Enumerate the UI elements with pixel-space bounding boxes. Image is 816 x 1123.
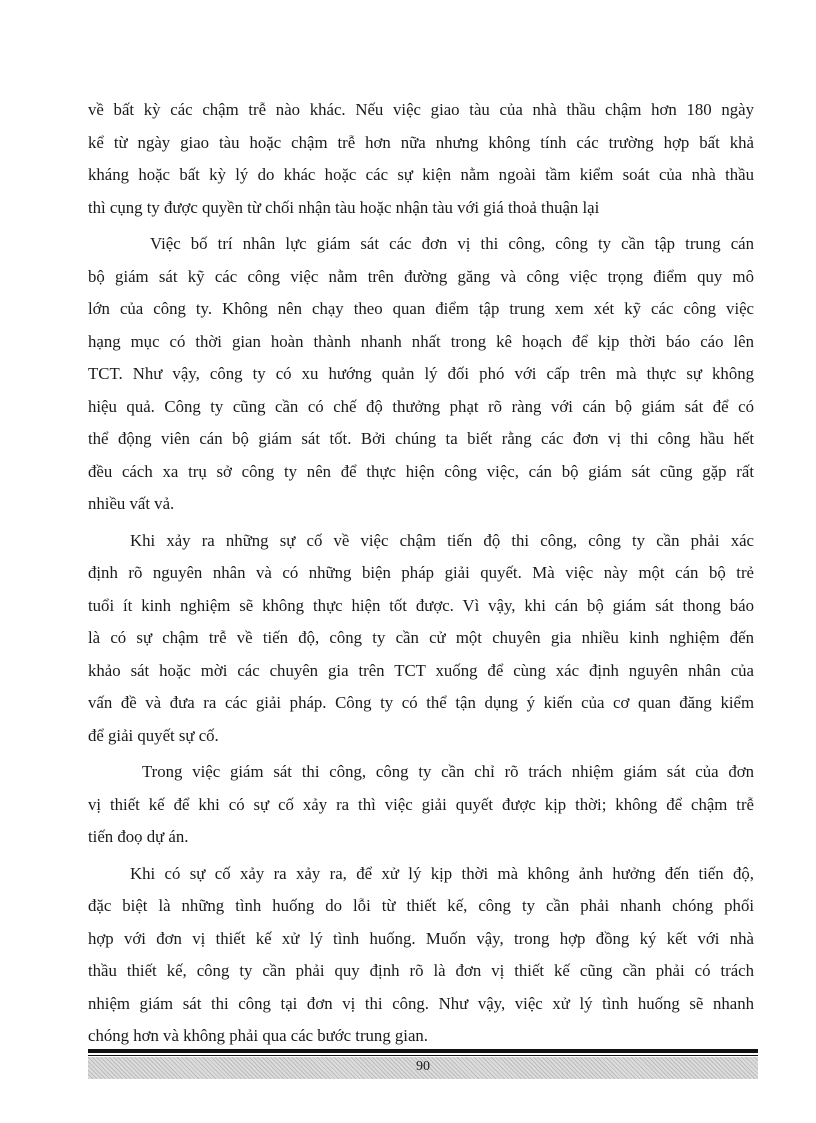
text-line: thầu thiết kế, công ty cần phải quy định rõ là đơn vị thiết kế cũng cần phải có trách bbox=[88, 961, 754, 980]
text-line: tiến đoọ dự án. bbox=[88, 827, 189, 846]
text-line: lớn của công ty. Không nên chạy theo quan điểm tập trung xem xét kỹ các công việc bbox=[88, 299, 754, 318]
footer-rule bbox=[88, 1049, 758, 1053]
text-line: Khi xảy ra những sự cố về việc chậm tiến độ thi công, công ty cần phải xác bbox=[130, 530, 754, 550]
footer-rule-thin bbox=[88, 1055, 758, 1056]
page-footer bbox=[88, 1049, 758, 1079]
text-line: tuổi ít kinh nghiệm sẽ không thực hiện tốt được. Vì vậy, khi cán bộ giám sát thong báo bbox=[88, 595, 754, 615]
text-line: Trong việc giám sát thi công, công ty cần chỉ rõ trách nhiệm giám sát của đơn bbox=[142, 762, 754, 781]
text-line: kháng hoặc bất kỳ lý do khác hoặc các sự kiện nằm ngoài tầm kiểm soát của nhà thầu bbox=[88, 165, 754, 184]
paragraph-4 bbox=[88, 756, 754, 854]
text-line: để giải quyết sự cố. bbox=[88, 725, 219, 745]
text-line: Việc bố trí nhân lực giám sát các đơn vị thi công, công ty cần tập trung cán bbox=[150, 234, 754, 253]
text-line: thì cụng ty được quyền từ chối nhận tàu hoặc nhận tàu với giá thoả thuận lại bbox=[88, 197, 600, 217]
text-line: hợp với đơn vị thiết kế xử lý tình huống. Muốn vậy, trong hợp đồng ký kết với nhà bbox=[88, 928, 754, 948]
page-number: 90 bbox=[416, 1059, 430, 1074]
paragraph-2 bbox=[88, 228, 754, 521]
text-line: nhiều vất vả. bbox=[88, 494, 175, 513]
paragraph-1 bbox=[88, 94, 754, 224]
paragraph-5 bbox=[88, 858, 754, 1053]
text-line: đều cách xa trụ sở công ty nên để thực hiện công việc, cán bộ giám sát cũng gặp rất bbox=[88, 461, 754, 481]
paragraph-3 bbox=[88, 525, 754, 753]
text-line: vị thiết kế để khi có sự cố xảy ra thì việc giải quyết được kịp thời; không để chậm trễ bbox=[88, 794, 754, 814]
text-line: đặc biệt là những tình huống do lỗi từ thiết kế, công ty cần phải nhanh chóng phối bbox=[88, 896, 754, 915]
text-line: chóng hơn và không phải qua các bước trung gian. bbox=[88, 1026, 429, 1045]
text-line: bộ giám sát kỹ các công việc nằm trên đường găng và công việc trọng điểm quy mô bbox=[88, 266, 754, 286]
text-line: vấn đề và đưa ra các giải pháp. Công ty có thể tận dụng ý kiến của cơ quan đăng kiểm bbox=[88, 693, 754, 712]
text-line: hạng mục có thời gian hoàn thành nhanh nhất trong kê hoạch để kịp thời báo cáo lên bbox=[88, 331, 754, 351]
text-line: định rõ nguyên nhân và có những biện pháp giải quyết. Mà việc này một cán bộ trẻ bbox=[88, 563, 754, 582]
text-line: hiệu quả. Công ty cũng cần có chế độ thưởng phạt rõ ràng với cán bộ giám sát để có bbox=[88, 396, 754, 416]
text-line: về bất kỳ các chậm trễ nào khác. Nếu việc giao tàu của nhà thầu chậm hơn 180 ngày bbox=[88, 100, 754, 119]
text-line: khảo sát hoặc mời các chuyên gia trên TCT xuống để cùng xác định nguyên nhân của bbox=[88, 660, 754, 680]
text-line: TCT. Như vậy, công ty có xu hướng quản lý đối phó với cấp trên mà thực sự không bbox=[88, 364, 754, 383]
text-line: nhiệm giám sát thi công tại đơn vị thi công. Như vậy, việc xử lý tình huống sẽ nhanh bbox=[88, 993, 754, 1013]
text-line: kể từ ngày giao tàu hoặc chậm trễ hơn nữa nhưng không tính các trường hợp bất khả bbox=[88, 132, 754, 152]
page-body bbox=[88, 94, 754, 1057]
text-line: là có sự chậm trễ về tiến độ, công ty cần cử một chuyên gia nhiều kinh nghiệm đến bbox=[88, 628, 754, 647]
text-line: thể động viên cán bộ giám sát tốt. Bởi chúng ta biết rằng các đơn vị thi công hầu hết bbox=[88, 429, 754, 448]
text-line: Khi có sự cố xảy ra xảy ra, để xử lý kịp thời mà không ảnh hưởng đến tiến độ, bbox=[130, 863, 754, 883]
